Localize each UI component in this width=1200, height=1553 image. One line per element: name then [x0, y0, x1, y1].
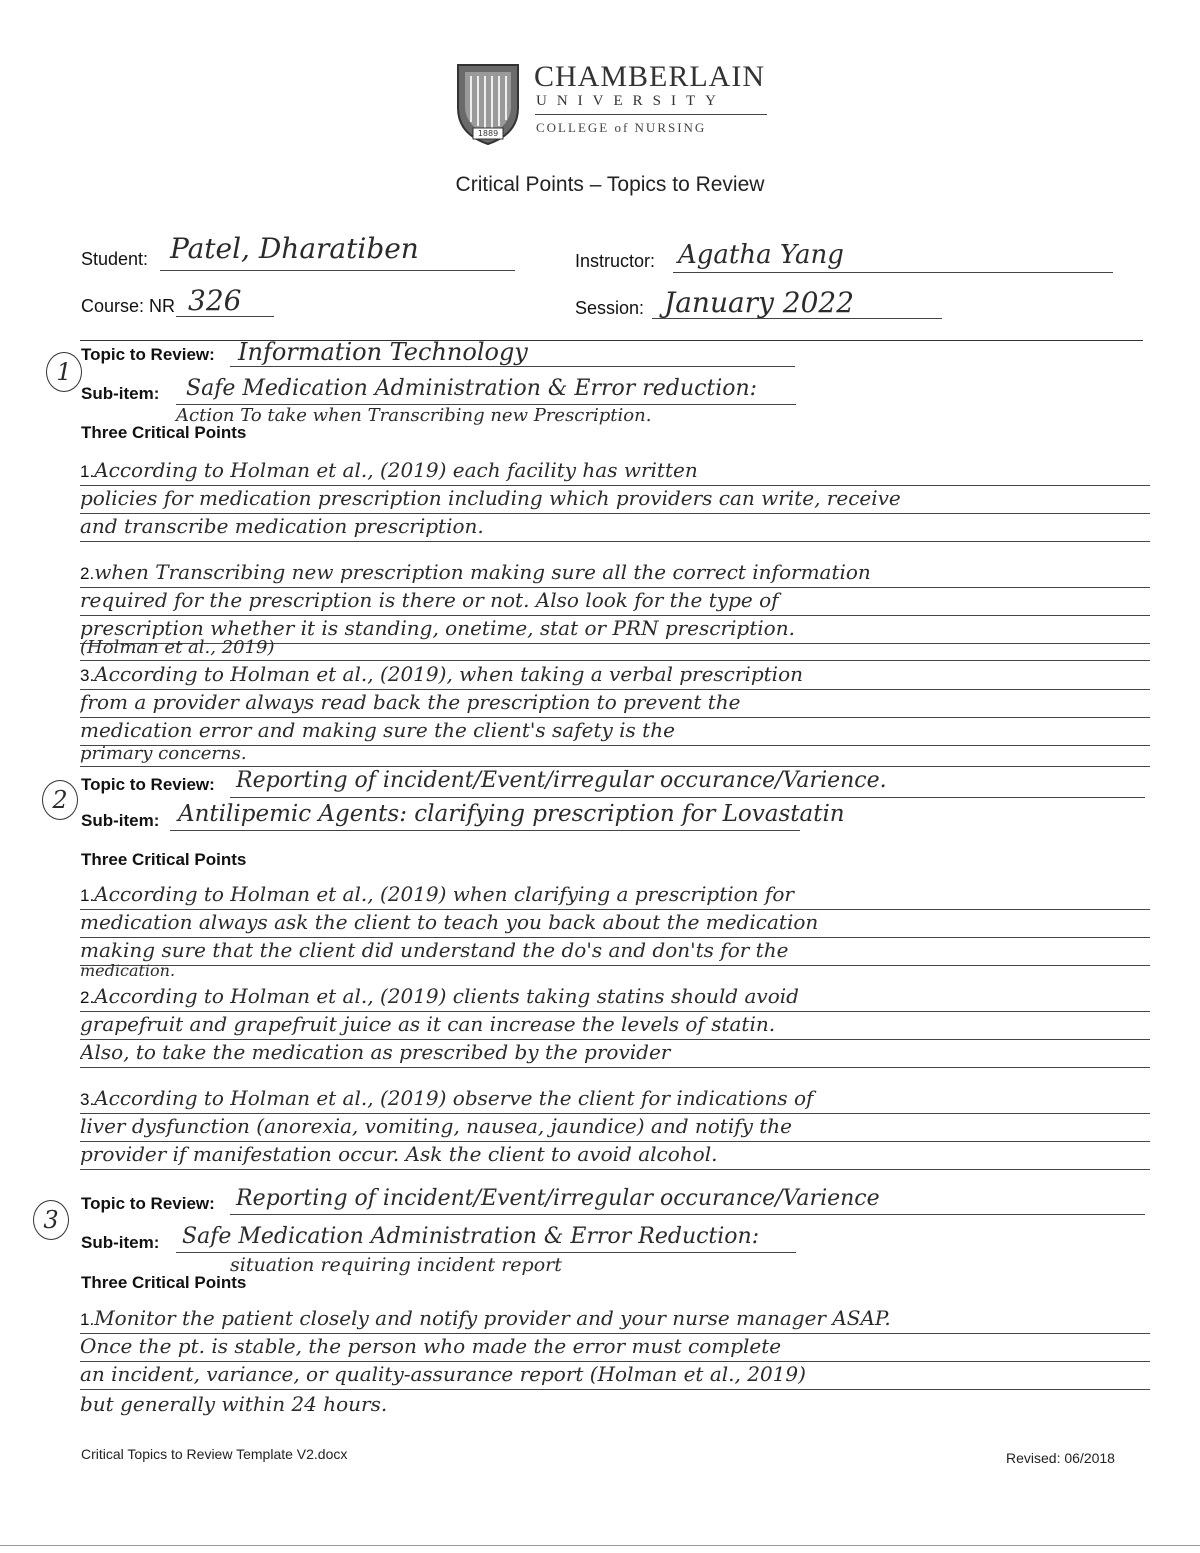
- point-text: According to Holman et al., (2019) clients taking statins should avoid: [94, 984, 799, 1008]
- footer-revised: Revised: 06/2018: [1006, 1450, 1115, 1466]
- point-line[interactable]: grapefruit and grapefruit juice as it can increase the levels of statin.: [80, 1012, 1150, 1040]
- session-value[interactable]: January 2022: [664, 286, 855, 319]
- point-line[interactable]: Also, to take the medication as prescribed by the provider: [80, 1040, 1150, 1068]
- point-line[interactable]: liver dysfunction (anorexia, vomiting, nausea, jaundice) and notify the: [80, 1114, 1150, 1142]
- page-bottom-edge: [0, 1545, 1200, 1546]
- point-number: 3.: [80, 1090, 95, 1109]
- topic-underline: [230, 797, 1145, 798]
- section-marker: 1: [46, 352, 82, 392]
- subitem-underline: [170, 830, 800, 831]
- point-line[interactable]: (Holman et al., 2019): [80, 638, 1150, 661]
- point-number: 3.: [80, 666, 95, 685]
- point-line[interactable]: making sure that the client did understand the do's and don'ts for the: [80, 938, 1150, 966]
- point-text: Monitor the patient closely and notify provider and your nurse manager ASAP.: [94, 1306, 891, 1330]
- point-line[interactable]: and transcribe medication prescription.: [80, 514, 1150, 542]
- point-line[interactable]: medication always ask the client to teach you back about the medication: [80, 910, 1150, 938]
- university-name: CHAMBERLAIN: [534, 60, 766, 93]
- section-marker: 2: [42, 780, 78, 820]
- subitem-value[interactable]: Safe Medication Administration & Error Reduction:: [182, 1224, 760, 1249]
- point-line[interactable]: medication error and making sure the client's safety is the: [80, 718, 1150, 746]
- footer-filename: Critical Topics to Review Template V2.docx: [81, 1446, 348, 1462]
- topic-label: Topic to Review:: [81, 775, 215, 794]
- page-title: Critical Points – Topics to Review: [455, 173, 765, 196]
- instructor-label: Instructor:: [575, 251, 656, 271]
- point-line[interactable]: primary concerns.: [80, 744, 1150, 767]
- point-line[interactable]: provider if manifestation occur. Ask the client to avoid alcohol.: [80, 1142, 1150, 1170]
- point-text: According to Holman et al., (2019), when taking a verbal prescription: [94, 662, 803, 686]
- topic-label: Topic to Review:: [81, 345, 215, 364]
- student-label: Student:: [81, 249, 149, 269]
- point-line[interactable]: [80, 560, 1150, 588]
- university-seal: [455, 62, 521, 146]
- subitem-label: Sub-item:: [81, 384, 160, 403]
- instructor-value[interactable]: Agatha Yang: [678, 240, 844, 270]
- point-line[interactable]: prescription whether it is standing, onetime, stat or PRN prescription.: [80, 616, 1150, 644]
- section-marker: 3: [33, 1200, 69, 1240]
- subitem-note[interactable]: Action To take when Transcribing new Prescription.: [176, 405, 652, 426]
- three-points-label: Three Critical Points: [81, 423, 247, 442]
- point-number: 1.: [80, 462, 95, 481]
- point-number: 1.: [80, 886, 95, 905]
- university-subtitle: UNIVERSITY: [536, 93, 726, 109]
- course-value[interactable]: 326: [188, 284, 242, 317]
- subitem-underline: [176, 1252, 796, 1253]
- subitem-value[interactable]: Safe Medication Administration & Error reduction:: [186, 376, 758, 401]
- point-line[interactable]: policies for medication prescription including which providers can write, receive: [80, 486, 1150, 514]
- college-name: COLLEGE of NURSING: [536, 120, 707, 135]
- student-value[interactable]: Patel, Dharatiben: [170, 232, 419, 265]
- header-divider: [535, 114, 767, 115]
- seal-year: 1889: [477, 129, 499, 138]
- point-line[interactable]: from a provider always read back the prescription to prevent the: [80, 690, 1150, 718]
- subitem-value[interactable]: Antilipemic Agents: clarifying prescription for Lovastatin: [178, 801, 845, 827]
- point-text: According to Holman et al., (2019) when clarifying a prescription for: [94, 882, 794, 906]
- topic-value[interactable]: Reporting of incident/Event/irregular occurance/Varience: [236, 1186, 880, 1211]
- point-line[interactable]: [80, 662, 1150, 690]
- session-label: Session:: [575, 298, 645, 318]
- subitem-label: Sub-item:: [81, 1233, 160, 1252]
- course-label: Course: NR: [81, 296, 176, 316]
- point-line[interactable]: required for the prescription is there or not. Also look for the type of: [80, 588, 1150, 616]
- point-line[interactable]: Once the pt. is stable, the person who made the error must complete: [80, 1334, 1150, 1362]
- three-points-label: Three Critical Points: [81, 1273, 247, 1292]
- topic-underline: [230, 366, 795, 367]
- point-text: According to Holman et al., (2019) observe the client for indications of: [94, 1086, 814, 1110]
- point-line[interactable]: an incident, variance, or quality-assurance report (Holman et al., 2019): [80, 1362, 1150, 1390]
- subitem-note[interactable]: situation requiring incident report: [230, 1254, 562, 1276]
- topic-label: Topic to Review:: [81, 1194, 215, 1213]
- point-number: 2.: [80, 988, 95, 1007]
- subitem-label: Sub-item:: [81, 811, 160, 830]
- point-text: According to Holman et al., (2019) each facility has written: [94, 458, 698, 482]
- point-text: when Transcribing new prescription making sure all the correct information: [94, 560, 871, 584]
- point-line[interactable]: but generally within 24 hours.: [80, 1392, 388, 1416]
- topic-value[interactable]: Information Technology: [238, 338, 528, 366]
- point-line[interactable]: [80, 458, 1150, 486]
- student-underline: [160, 270, 515, 271]
- three-points-label: Three Critical Points: [81, 850, 247, 869]
- point-number: 2.: [80, 564, 95, 583]
- point-line[interactable]: medication.: [80, 962, 176, 980]
- point-line[interactable]: [80, 984, 1150, 1012]
- point-line[interactable]: [80, 1086, 1150, 1114]
- point-line[interactable]: [80, 1306, 1150, 1334]
- instructor-underline: [673, 272, 1113, 273]
- point-number: 1.: [80, 1310, 95, 1329]
- topic-value[interactable]: Reporting of incident/Event/irregular occurance/Varience.: [236, 768, 887, 793]
- point-line[interactable]: [80, 882, 1150, 910]
- topic-underline: [230, 1214, 1145, 1215]
